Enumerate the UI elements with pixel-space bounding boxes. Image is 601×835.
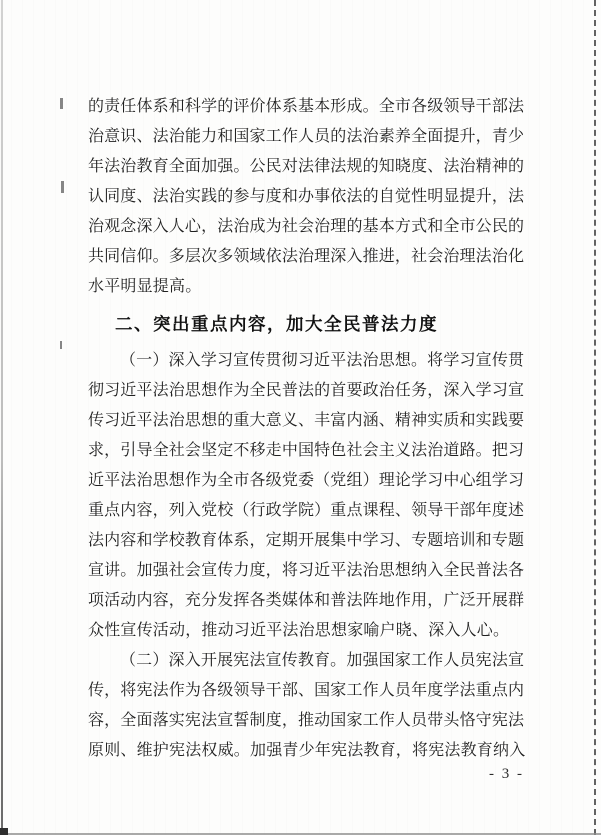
text-line: 治意识、法治能力和国家工作人员的法治素养全面提升，青少 [88, 128, 524, 145]
page-number: - 3 - [489, 766, 524, 782]
text-line: 容，全面落实宪法宣誓制度，推动国家工作人员带头恪守宪法 [88, 712, 524, 729]
scan-noise-speck [61, 181, 64, 193]
document-text-block [88, 92, 524, 766]
text-line: 治观念深入人心，法治成为社会治理的基本方式和全市公民的 [88, 218, 524, 235]
scan-edge-left [1, 0, 3, 835]
text-line: 原则、维护宪法权威。加强青少年宪法教育，将宪法教育纳入 [88, 742, 526, 759]
text-line: 传，将宪法作为各级领导干部、国家工作人员年度学法重点内 [88, 682, 524, 699]
text-line: 重点内容，列入党校（行政学院）重点课程、领导干部年度述 [88, 502, 524, 519]
text-line: 近平法治思想作为全市各级党委（党组）理论学习中心组学习 [88, 472, 524, 489]
scan-edge-right-dashed [594, 0, 596, 835]
text-line: 传习近平法治思想的重大意义、丰富内涵、精神实质和实践要 [88, 412, 524, 429]
text-line: 彻习近平法治思想作为全民普法的首要政治任务，深入学习宣 [88, 382, 524, 399]
paragraph-item-1 [88, 346, 524, 646]
text-line: 水平明显提高。 [88, 278, 202, 295]
text-line: 的责任体系和科学的评价体系基本形成。全市各级领导干部法 [88, 98, 524, 115]
scan-noise-speck [60, 98, 63, 109]
section-heading [88, 309, 524, 339]
text-line: （二）深入开展宪法宣传教育。加强国家工作人员宪法宣 [120, 652, 524, 669]
text-line: 认同度、法治实践的参与度和办事依法的自觉性明显提升，法 [88, 188, 524, 205]
text-line: 法内容和学校教育体系，定期开展集中学习、专题培训和专题 [88, 532, 524, 549]
scan-corner-mark [0, 828, 8, 835]
text-line: 共同信仰。多层次多领域依法治理深入推进，社会治理法治化 [88, 248, 524, 265]
text-line: 年法治教育全面加强。公民对法律法规的知晓度、法治精神的 [88, 158, 524, 175]
text-line: 二、突出重点内容，加大全民普法力度 [115, 314, 438, 334]
paragraph-item-2 [88, 646, 524, 766]
paragraph-continuation [88, 92, 524, 302]
text-line: 项活动内容，充分发挥各类媒体和普法阵地作用，广泛开展群 [88, 592, 524, 609]
text-line: （一）深入学习宣传贯彻习近平法治思想。将学习宣传贯 [120, 352, 524, 369]
text-line: 宣讲。加强社会宣传力度，将习近平法治思想纳入全民普法各 [88, 562, 524, 579]
scan-noise-speck [60, 341, 62, 349]
text-line: 众性宣传活动，推动习近平法治思想家喻户晓、深入人心。 [88, 622, 510, 639]
text-line: 求，引导全社会坚定不移走中国特色社会主义法治道路。把习 [88, 442, 524, 459]
